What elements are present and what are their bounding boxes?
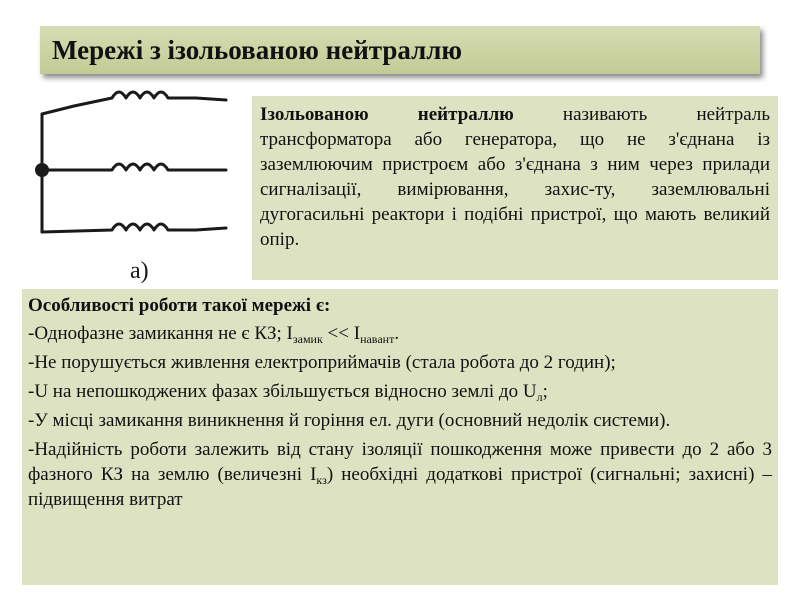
- title-bar: [40, 26, 760, 74]
- feature-item-4: -У місці замикання виникнення й горіння ел. дуги (основний недолік системи).: [28, 410, 671, 431]
- feature-item-3: -U на непошкоджених фазах збільшується відносно землі до $U_л$;: [28, 381, 548, 404]
- neutral-point: [35, 163, 49, 177]
- definition-text: називають нейтраль трансформатора або генератора, що не з'єднана із заземлюючим пристроєм або з'єднана з ним через прилади сигналізації, вимірювання, захис-ту, заземлювальні дугогасильні реактори і подібні пристрої, що мають великий опір.: [260, 104, 770, 250]
- feature-item-1: -Однофазне замикання не є КЗ; $I_{замик} << I_{навант}$.: [28, 323, 400, 346]
- feature-item-2: -Не порушується живлення електроприймачів (стала робота до 2 годин);: [28, 352, 616, 373]
- page-title: Мережі з ізольованою нейтраллю: [52, 34, 463, 65]
- definition-term: Ізольованою нейтраллю: [260, 104, 514, 125]
- neutral-circuit-diagram: [26, 82, 252, 292]
- features-box: [22, 289, 778, 585]
- definition-box: [252, 96, 778, 280]
- phase-b-winding: [42, 164, 226, 170]
- feature-item-5: -Надійність роботи залежить від стану ізоляції пошкодження може привести до 2 або 3 фазного КЗ на землю (величезні $I_{кз}$) необхідні додаткові пристрої (сигнальні; захисні) – підвищення витрат: [28, 439, 772, 510]
- phase-a-winding: [42, 92, 226, 114]
- phase-c-winding: [42, 224, 226, 232]
- figure-label: а): [130, 258, 149, 284]
- circuit-svg: [26, 82, 252, 292]
- features-heading: Особливості роботи такої мережі є:: [28, 295, 331, 316]
